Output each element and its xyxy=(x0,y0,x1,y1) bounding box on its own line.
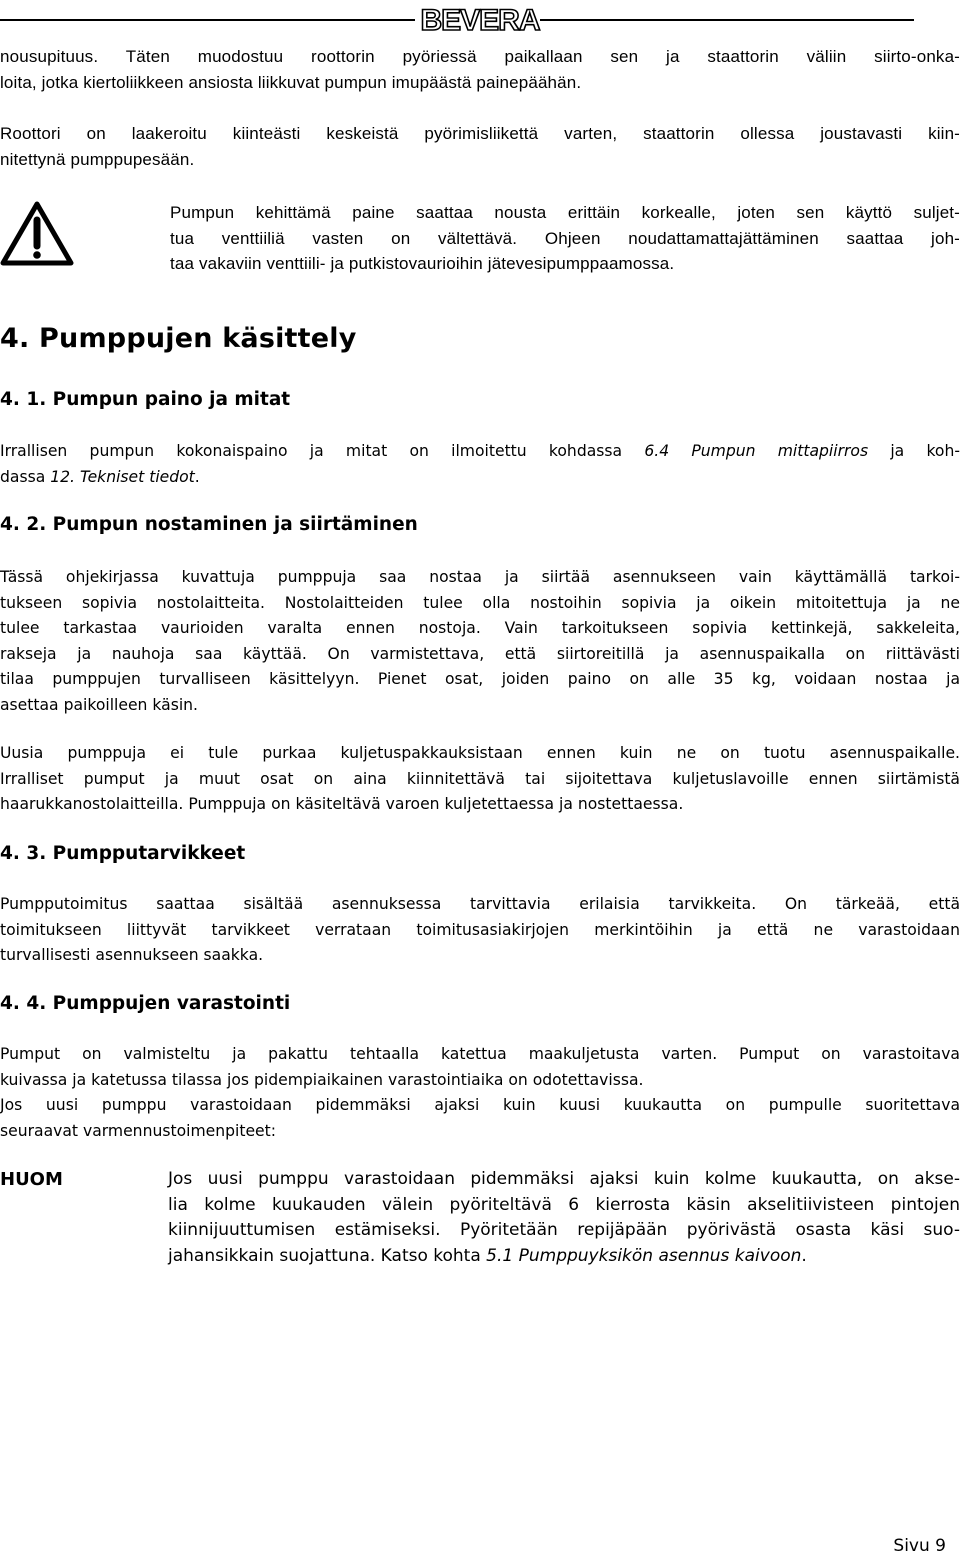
text-line: haarukkanostolaitteilla. Pumppuja on käsiteltävä varoen kuljetettaessa ja nostettaessa. xyxy=(0,795,684,813)
warning-text xyxy=(170,200,960,277)
text-line: tulee tarkastaa vaurioiden varalta ennen nostoja. Vain tarkoitukseen sopivia kettinkejä, sakkeleita, xyxy=(0,619,960,637)
text-line: lia kolme kuukauden välein pyöriteltävä 6 kierrosta käsin akselitiivisteen pintojen xyxy=(168,1194,960,1215)
subsection-title-4-2: 4. 2. Pumpun nostaminen ja siirtäminen xyxy=(0,514,418,535)
text-line: kiinnijuuttumisen estämiseksi. Pyöritetään repijäpään pyörivästä osasta käsi suo- xyxy=(168,1220,960,1240)
subsection-title-4-1: 4. 1. Pumpun paino ja mitat xyxy=(0,389,291,410)
logo-text: BEVERA xyxy=(420,4,540,37)
subsection-4-1-text xyxy=(0,439,960,490)
text-line: Tässä ohjekirjassa kuvattuja pumppuja saa nostaa ja siirtää asennukseen vain käyttämällä tarkoi- xyxy=(0,568,960,586)
subsection-4-2-paragraph-1 xyxy=(0,565,960,718)
text-line: jahansikkain suojattuna. Katso kohta 5.1 Pumppuyksikön asennus kaivoon. xyxy=(168,1245,807,1266)
text-line: dassa 12. Tekniset tiedot. xyxy=(0,467,200,486)
text-line: Pumput on valmisteltu ja pakattu tehtaalla katettua maakuljetusta varten. Pumput on varastoitava xyxy=(0,1045,960,1063)
text-line: seuraavat varmennustoimenpiteet: xyxy=(0,1121,277,1140)
subsection-4-4-text xyxy=(0,1042,960,1144)
section-title: 4. Pumppujen käsittely xyxy=(0,323,357,354)
text-line: tua venttiiliä vasten on vältettävä. Ohjeen noudattamattajättäminen saattaa joh- xyxy=(170,228,960,248)
text-line: tilaa pumppujen turvalliseen käsittelyyn. Pienet osat, joiden paino on alle 35 kg, voidaan nostaa ja xyxy=(0,670,960,688)
text-line: nousupituus. Täten muodostuu roottorin pyöriessä paikallaan sen ja staattorin väliin siirto-onka- xyxy=(0,47,960,66)
text-line: Jos uusi pumppu varastoidaan pidemmäksi ajaksi kuin kolme kuukautta, on akse- xyxy=(168,1169,960,1189)
text-line: asettaa paikoilleen käsin. xyxy=(0,695,199,714)
header-rule-left xyxy=(0,19,415,21)
intro-paragraph-2 xyxy=(0,121,960,172)
text-line: taa vakaviin venttiili- ja putkistovaurioihin jätevesipumppaamossa. xyxy=(170,254,675,273)
text-line: Irrallisen pumpun kokonaispaino ja mitat on ilmoitettu kohdassa 6.4 Pumpun mittapiirros ja koh- xyxy=(0,442,960,460)
warning-triangle-icon xyxy=(0,200,74,267)
page-number: Sivu 9 xyxy=(893,1536,946,1556)
bevera-logo xyxy=(420,0,540,37)
text-line: nitettynä pumppupesään. xyxy=(0,149,195,169)
header-rule-right xyxy=(540,19,914,21)
cross-reference: 6.4 Pumpun mittapiirros xyxy=(644,442,869,460)
subsection-title-4-3: 4. 3. Pumpputarvikkeet xyxy=(0,843,246,864)
cross-reference: 12. Tekniset tiedot xyxy=(50,467,195,486)
text-line: Irralliset pumput ja muut osat on aina kiinnitettävä tai sijoitettava kuljetuslavoille ennen siirtämistä xyxy=(0,769,960,788)
text-line: Uusia pumppuja ei tule purkaa kuljetuspakkauksistaan ennen kuin ne on tuotu asennuspaikalle. xyxy=(0,744,960,762)
huom-label: HUOM xyxy=(0,1169,63,1190)
text-line: Jos uusi pumppu varastoidaan pidemmäksi ajaksi kuin kuusi kuukautta on pumpulle suoritettava xyxy=(0,1096,960,1114)
subsection-4-2-paragraph-2 xyxy=(0,741,960,818)
text-line: kuivassa ja katetussa tilassa jos pidempiaikainen varastointiaika on odotettavissa. xyxy=(0,1070,644,1089)
text-line: loita, jotka kiertoliikkeen ansiosta liikkuvat pumpun imupäästä painepäähän. xyxy=(0,72,582,92)
text-line: rakseja ja nauhoja saa käyttää. On varmistettava, että siirtoreitillä ja asennuspaikalla on riittävästi xyxy=(0,644,960,663)
text-line: Pumpputoimitus saattaa sisältää asennuksessa tarvittavia erilaisia tarvikkeita. On tärkeää, että xyxy=(0,895,960,913)
text-line: Roottori on laakeroitu kiinteästi keskeistä pyörimisliikettä varten, staattorin ollessa joustavasti kiin- xyxy=(0,124,960,143)
text-line: tukseen sopivia nostolaitteita. Nostolaitteiden tulee olla nostoihin sopivia ja oikein mitoitettuja ja ne xyxy=(0,593,960,612)
huom-note xyxy=(168,1167,960,1269)
cross-reference: 5.1 Pumppuyksikön asennus kaivoon xyxy=(486,1245,802,1266)
text-line: toimitukseen liittyvät tarvikkeet verrataan toimitusasiakirjojen merkintöihin ja että ne varastoidaan xyxy=(0,920,960,939)
intro-paragraph-1 xyxy=(0,44,960,95)
subsection-title-4-4: 4. 4. Pumppujen varastointi xyxy=(0,993,291,1014)
subsection-4-3-text xyxy=(0,892,960,969)
text-line: turvallisesti asennukseen saakka. xyxy=(0,946,264,964)
text-line: Pumpun kehittämä paine saattaa nousta erittäin korkealle, joten sen käyttö suljet- xyxy=(170,203,960,222)
